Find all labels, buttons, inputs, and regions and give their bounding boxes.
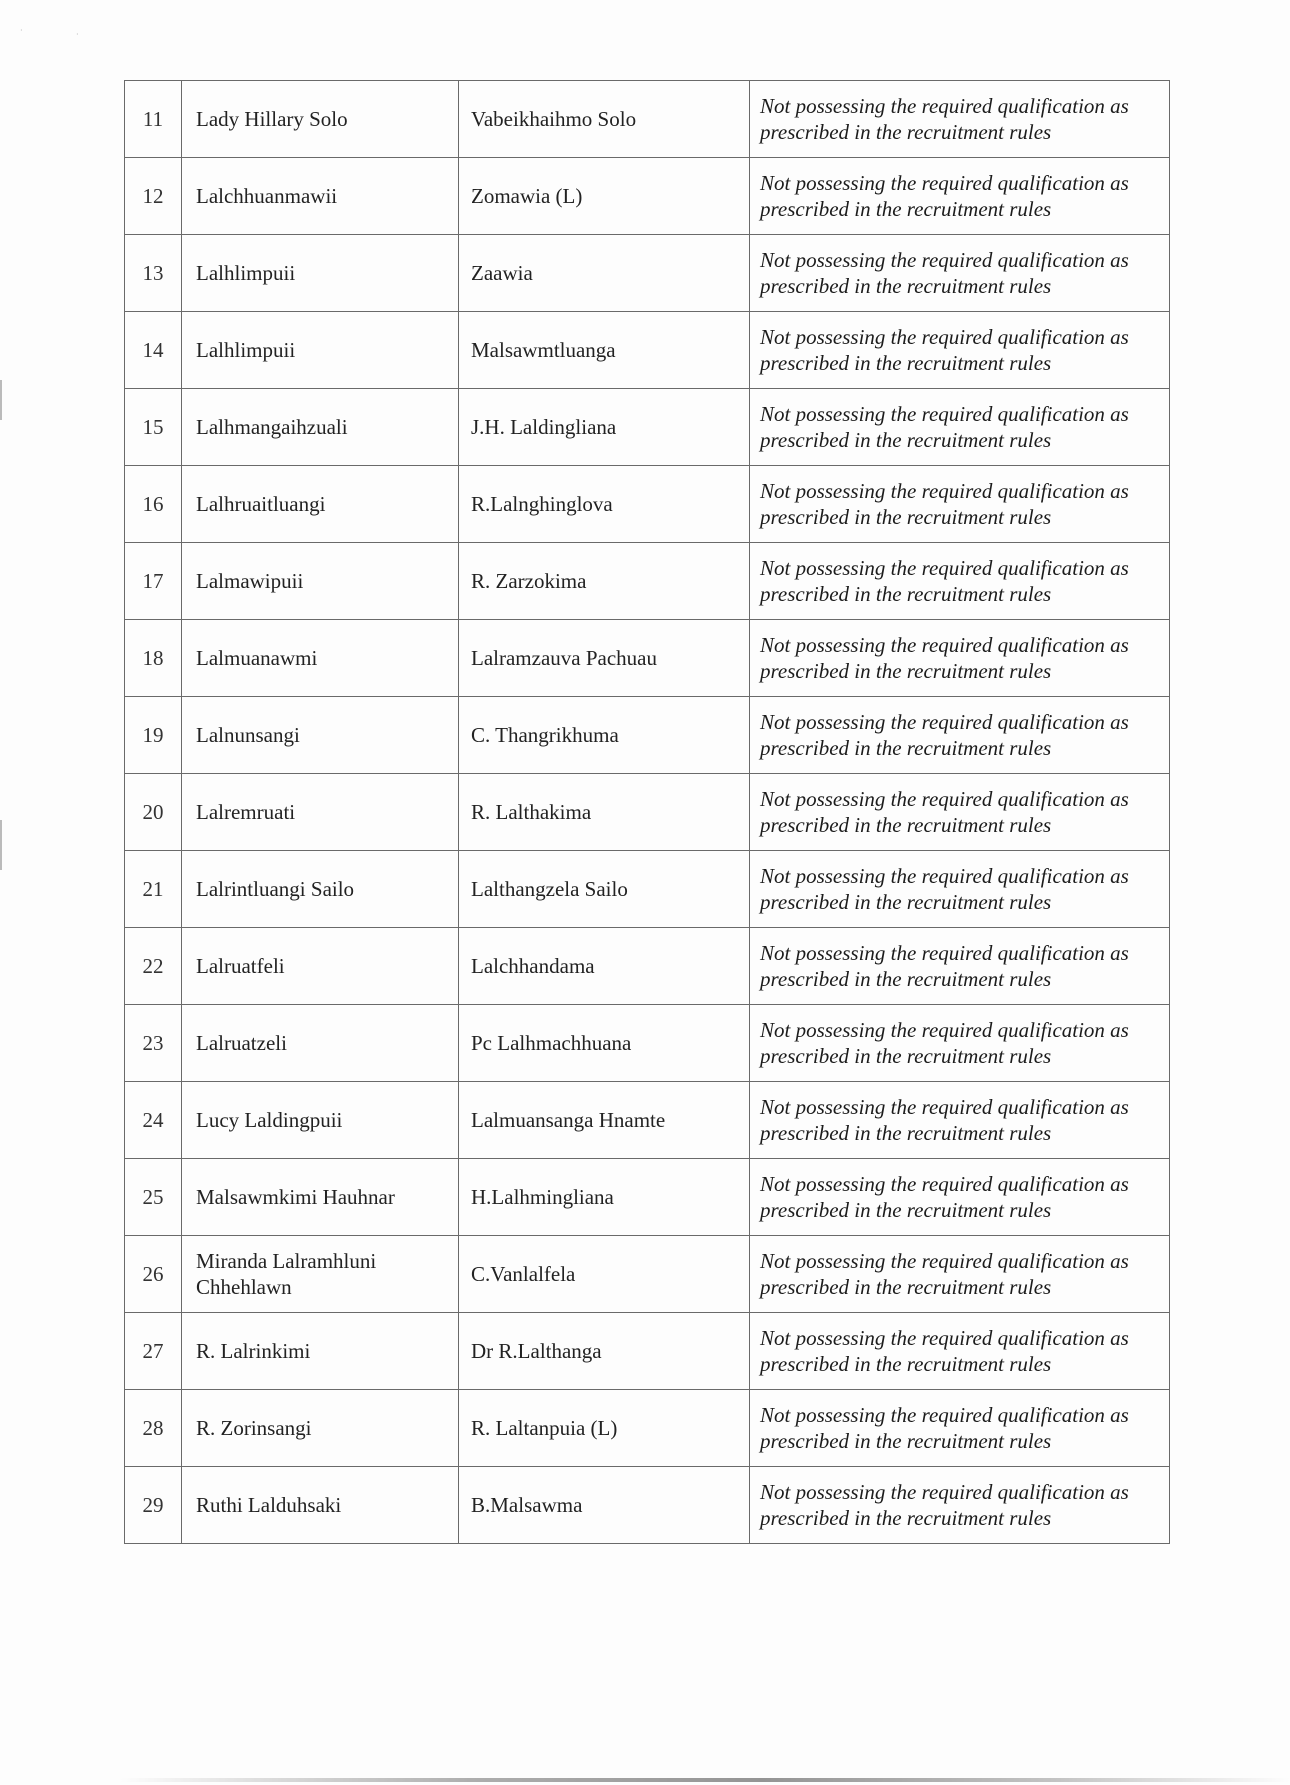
table-row	[125, 235, 1170, 312]
father-name-cell: B.Malsawma	[459, 1467, 750, 1544]
candidate-name-cell: Lalrintluangi Sailo	[182, 851, 459, 928]
serial-number-cell: 15	[125, 389, 182, 466]
serial-number-cell: 27	[125, 1313, 182, 1390]
table-row	[125, 81, 1170, 158]
rejection-reason-cell: Not possessing the required qualification as prescribed in the recruitment rules	[750, 543, 1170, 620]
table-row	[125, 774, 1170, 851]
father-name-cell: Lalramzauva Pachuau	[459, 620, 750, 697]
rejection-reason-cell: Not possessing the required qualification as prescribed in the recruitment rules	[750, 1313, 1170, 1390]
candidate-name-cell: Ruthi Lalduhsaki	[182, 1467, 459, 1544]
serial-number-cell: 23	[125, 1005, 182, 1082]
father-name-cell: C. Thangrikhuma	[459, 697, 750, 774]
rejection-reason-cell: Not possessing the required qualification as prescribed in the recruitment rules	[750, 312, 1170, 389]
rejection-reason-cell: Not possessing the required qualification as prescribed in the recruitment rules	[750, 389, 1170, 466]
candidate-name-cell: Lalruatzeli	[182, 1005, 459, 1082]
serial-number-cell: 16	[125, 466, 182, 543]
father-name-cell: C.Vanlalfela	[459, 1236, 750, 1313]
table-row	[125, 543, 1170, 620]
table-row	[125, 1390, 1170, 1467]
serial-number-cell: 19	[125, 697, 182, 774]
father-name-cell: Lalthangzela Sailo	[459, 851, 750, 928]
father-name-cell: Dr R.Lalthanga	[459, 1313, 750, 1390]
table-row	[125, 697, 1170, 774]
father-name-cell: J.H. Laldingliana	[459, 389, 750, 466]
rejection-reason-cell: Not possessing the required qualification as prescribed in the recruitment rules	[750, 1082, 1170, 1159]
rejection-reason-cell: Not possessing the required qualification as prescribed in the recruitment rules	[750, 81, 1170, 158]
rejection-reason-cell: Not possessing the required qualification as prescribed in the recruitment rules	[750, 158, 1170, 235]
rejection-reason-cell: Not possessing the required qualification as prescribed in the recruitment rules	[750, 235, 1170, 312]
father-name-cell: R. Zarzokima	[459, 543, 750, 620]
rejection-reason-cell: Not possessing the required qualification as prescribed in the recruitment rules	[750, 1236, 1170, 1313]
table-row	[125, 1313, 1170, 1390]
serial-number-cell: 26	[125, 1236, 182, 1313]
rejection-reason-cell: Not possessing the required qualification as prescribed in the recruitment rules	[750, 1390, 1170, 1467]
table-row	[125, 620, 1170, 697]
rejection-reason-cell: Not possessing the required qualification as prescribed in the recruitment rules	[750, 1005, 1170, 1082]
page-edge-mark	[0, 380, 2, 420]
serial-number-cell: 18	[125, 620, 182, 697]
candidate-name-cell: Miranda Lalramhluni Chhehlawn	[182, 1236, 459, 1313]
candidate-name-cell: R. Lalrinkimi	[182, 1313, 459, 1390]
candidate-name-cell: Lalnunsangi	[182, 697, 459, 774]
serial-number-cell: 24	[125, 1082, 182, 1159]
candidate-name-cell: R. Zorinsangi	[182, 1390, 459, 1467]
father-name-cell: Pc Lalhmachhuana	[459, 1005, 750, 1082]
rejection-reason-cell: Not possessing the required qualification as prescribed in the recruitment rules	[750, 928, 1170, 1005]
rejection-reason-cell: Not possessing the required qualification as prescribed in the recruitment rules	[750, 774, 1170, 851]
candidate-name-cell: Lalhlimpuii	[182, 312, 459, 389]
serial-number-cell: 25	[125, 1159, 182, 1236]
candidate-name-cell: Lalmawipuii	[182, 543, 459, 620]
father-name-cell: Zomawia (L)	[459, 158, 750, 235]
father-name-cell: Lalchhandama	[459, 928, 750, 1005]
table-row	[125, 1082, 1170, 1159]
rejection-reason-cell: Not possessing the required qualification as prescribed in the recruitment rules	[750, 851, 1170, 928]
serial-number-cell: 12	[125, 158, 182, 235]
father-name-cell: R. Laltanpuia (L)	[459, 1390, 750, 1467]
father-name-cell: Zaawia	[459, 235, 750, 312]
rejection-reason-cell: Not possessing the required qualification as prescribed in the recruitment rules	[750, 1159, 1170, 1236]
table-row	[125, 158, 1170, 235]
father-name-cell: R. Lalthakima	[459, 774, 750, 851]
table-row	[125, 851, 1170, 928]
scan-speck: ·	[20, 26, 23, 35]
candidate-name-cell: Lady Hillary Solo	[182, 81, 459, 158]
father-name-cell: H.Lalhmingliana	[459, 1159, 750, 1236]
father-name-cell: Vabeikhaihmo Solo	[459, 81, 750, 158]
rejection-reason-cell: Not possessing the required qualification as prescribed in the recruitment rules	[750, 1467, 1170, 1544]
serial-number-cell: 13	[125, 235, 182, 312]
candidate-name-cell: Lalmuanawmi	[182, 620, 459, 697]
candidate-name-cell: Lalhmangaihzuali	[182, 389, 459, 466]
table-row	[125, 312, 1170, 389]
rejection-reason-cell: Not possessing the required qualification as prescribed in the recruitment rules	[750, 466, 1170, 543]
page-edge-mark	[0, 820, 2, 870]
candidate-name-cell: Lucy Laldingpuii	[182, 1082, 459, 1159]
table-row	[125, 389, 1170, 466]
candidate-name-cell: Lalruatfeli	[182, 928, 459, 1005]
serial-number-cell: 14	[125, 312, 182, 389]
serial-number-cell: 20	[125, 774, 182, 851]
candidate-name-cell: Lalhruaitluangi	[182, 466, 459, 543]
table-row	[125, 1159, 1170, 1236]
candidate-name-cell: Lalchhuanmawii	[182, 158, 459, 235]
rejected-candidates-table	[124, 80, 1170, 1544]
serial-number-cell: 17	[125, 543, 182, 620]
table-row	[125, 928, 1170, 1005]
table-body	[125, 81, 1170, 1544]
page-bottom-edge	[120, 1778, 1290, 1782]
table-row	[125, 1467, 1170, 1544]
candidate-name-cell: Lalremruati	[182, 774, 459, 851]
table-row	[125, 466, 1170, 543]
rejection-reason-cell: Not possessing the required qualification as prescribed in the recruitment rules	[750, 620, 1170, 697]
rejection-reason-cell: Not possessing the required qualification as prescribed in the recruitment rules	[750, 697, 1170, 774]
serial-number-cell: 22	[125, 928, 182, 1005]
father-name-cell: Lalmuansanga Hnamte	[459, 1082, 750, 1159]
candidate-name-cell: Malsawmkimi Hauhnar	[182, 1159, 459, 1236]
table-row	[125, 1236, 1170, 1313]
scan-speck: ·	[76, 30, 79, 39]
father-name-cell: Malsawmtluanga	[459, 312, 750, 389]
father-name-cell: R.Lalnghinglova	[459, 466, 750, 543]
serial-number-cell: 28	[125, 1390, 182, 1467]
serial-number-cell: 11	[125, 81, 182, 158]
serial-number-cell: 29	[125, 1467, 182, 1544]
serial-number-cell: 21	[125, 851, 182, 928]
candidate-name-cell: Lalhlimpuii	[182, 235, 459, 312]
table-row	[125, 1005, 1170, 1082]
